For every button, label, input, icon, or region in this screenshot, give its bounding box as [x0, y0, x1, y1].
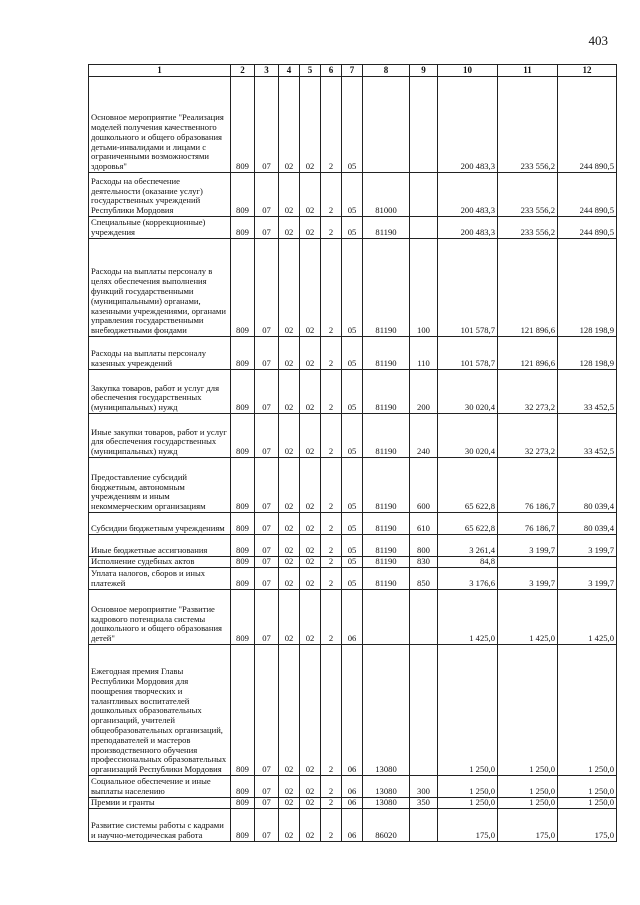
code-vr: 350	[410, 798, 438, 809]
amount-year-1: 1 250,0	[438, 645, 498, 776]
row-name: Исполнение судебных актов	[89, 557, 231, 568]
amount-year-2: 121 896,6	[498, 239, 558, 337]
amount-year-2: 32 273,2	[498, 370, 558, 414]
column-header: 4	[279, 65, 300, 77]
row-name: Основное мероприятие "Реализация моделей получения качественного дошкольного и общего образования детьми-инвалидами и лицами с ограниченными возможностями здоровья"	[89, 77, 231, 173]
row-name: Уплата налогов, сборов и иных платежей	[89, 568, 231, 590]
code-cs4: 13080	[363, 776, 410, 798]
code-cs1: 02	[300, 173, 321, 217]
code-cs1: 02	[300, 370, 321, 414]
row-name: Ежегодная премия Главы Республики Мордовия для поощрения творческих и талантливых воспитателей дошкольных образовательных организаций, учителей общеобразовательных организаций, преподавателей и мастеров производственного обучения профессиональных образовательных организаций Республики Мордовия	[89, 645, 231, 776]
code-cs2: 2	[321, 590, 342, 645]
code-cs4: 81190	[363, 458, 410, 513]
code-cs3: 06	[342, 645, 363, 776]
code-cs4	[363, 590, 410, 645]
code-cs2: 2	[321, 776, 342, 798]
table-row	[89, 776, 617, 798]
code-rz: 07	[255, 568, 279, 590]
code-gr: 809	[231, 239, 255, 337]
code-rz: 07	[255, 809, 279, 842]
amount-year-3: 244 890,5	[558, 217, 617, 239]
code-cs2: 2	[321, 370, 342, 414]
code-cs3: 06	[342, 809, 363, 842]
code-rz: 07	[255, 557, 279, 568]
row-name: Специальные (коррекционные) учреждения	[89, 217, 231, 239]
code-cs1: 02	[300, 458, 321, 513]
code-vr	[410, 77, 438, 173]
code-rz: 07	[255, 217, 279, 239]
code-vr	[410, 590, 438, 645]
amount-year-3: 244 890,5	[558, 77, 617, 173]
code-cs4: 81190	[363, 557, 410, 568]
amount-year-1: 3 261,4	[438, 535, 498, 557]
row-name: Основное мероприятие "Развитие кадрового потенциала системы дошкольного и общего образования детей"	[89, 590, 231, 645]
code-gr: 809	[231, 370, 255, 414]
code-gr: 809	[231, 173, 255, 217]
code-cs1: 02	[300, 776, 321, 798]
code-rz: 07	[255, 77, 279, 173]
code-pr: 02	[279, 568, 300, 590]
amount-year-3: 80 039,4	[558, 458, 617, 513]
code-cs2: 2	[321, 568, 342, 590]
row-name: Расходы на выплаты персоналу казенных учреждений	[89, 337, 231, 370]
code-pr: 02	[279, 590, 300, 645]
code-pr: 02	[279, 173, 300, 217]
code-gr: 809	[231, 458, 255, 513]
code-pr: 02	[279, 458, 300, 513]
code-vr	[410, 645, 438, 776]
code-cs3: 05	[342, 557, 363, 568]
code-cs4: 81190	[363, 370, 410, 414]
row-name: Субсидии бюджетным учреждениям	[89, 513, 231, 535]
amount-year-1: 30 020,4	[438, 370, 498, 414]
code-cs1: 02	[300, 798, 321, 809]
code-vr	[410, 217, 438, 239]
code-cs3: 05	[342, 513, 363, 535]
row-name: Расходы на выплаты персоналу в целях обеспечения выполнения функций государственными (муниципальными) органами, казенными учреждениями, органами управления государственными внебюджетными фондами	[89, 239, 231, 337]
code-cs4: 81190	[363, 535, 410, 557]
code-pr: 02	[279, 239, 300, 337]
table-row	[89, 77, 617, 173]
amount-year-2: 1 250,0	[498, 645, 558, 776]
table-row	[89, 458, 617, 513]
row-name: Иные бюджетные ассигнования	[89, 535, 231, 557]
code-cs3: 05	[342, 370, 363, 414]
column-header: 10	[438, 65, 498, 77]
row-name: Развитие системы работы с кадрами и научно-методическая работа	[89, 809, 231, 842]
code-rz: 07	[255, 535, 279, 557]
amount-year-1: 30 020,4	[438, 414, 498, 458]
code-cs2: 2	[321, 557, 342, 568]
code-vr: 830	[410, 557, 438, 568]
code-cs2: 2	[321, 645, 342, 776]
code-cs1: 02	[300, 809, 321, 842]
code-pr: 02	[279, 370, 300, 414]
table-row	[89, 217, 617, 239]
amount-year-2	[498, 557, 558, 568]
code-gr: 809	[231, 645, 255, 776]
amount-year-2: 1 425,0	[498, 590, 558, 645]
code-rz: 07	[255, 239, 279, 337]
table-row	[89, 173, 617, 217]
code-cs4: 81190	[363, 217, 410, 239]
code-cs4: 81190	[363, 414, 410, 458]
code-vr: 110	[410, 337, 438, 370]
amount-year-2: 3 199,7	[498, 535, 558, 557]
code-cs3: 05	[342, 414, 363, 458]
column-header: 2	[231, 65, 255, 77]
amount-year-3: 3 199,7	[558, 568, 617, 590]
code-vr	[410, 173, 438, 217]
code-cs1: 02	[300, 568, 321, 590]
amount-year-1: 1 250,0	[438, 776, 498, 798]
amount-year-3: 33 452,5	[558, 414, 617, 458]
column-header: 7	[342, 65, 363, 77]
amount-year-3: 244 890,5	[558, 173, 617, 217]
code-cs2: 2	[321, 239, 342, 337]
code-vr	[410, 809, 438, 842]
amount-year-3: 33 452,5	[558, 370, 617, 414]
code-gr: 809	[231, 337, 255, 370]
table-row	[89, 239, 617, 337]
code-vr: 850	[410, 568, 438, 590]
code-rz: 07	[255, 458, 279, 513]
code-pr: 02	[279, 809, 300, 842]
amount-year-1: 200 483,3	[438, 173, 498, 217]
amount-year-3: 1 425,0	[558, 590, 617, 645]
code-gr: 809	[231, 809, 255, 842]
code-cs2: 2	[321, 414, 342, 458]
code-pr: 02	[279, 77, 300, 173]
code-cs4: 86020	[363, 809, 410, 842]
code-vr: 600	[410, 458, 438, 513]
code-pr: 02	[279, 798, 300, 809]
amount-year-1: 101 578,7	[438, 337, 498, 370]
amount-year-3: 80 039,4	[558, 513, 617, 535]
amount-year-1: 200 483,3	[438, 217, 498, 239]
code-cs3: 05	[342, 217, 363, 239]
table-row	[89, 535, 617, 557]
code-cs3: 05	[342, 535, 363, 557]
table-row	[89, 337, 617, 370]
code-gr: 809	[231, 568, 255, 590]
code-vr: 800	[410, 535, 438, 557]
amount-year-1: 3 176,6	[438, 568, 498, 590]
amount-year-1: 1 250,0	[438, 798, 498, 809]
table-row	[89, 798, 617, 809]
code-gr: 809	[231, 590, 255, 645]
table-row	[89, 414, 617, 458]
code-pr: 02	[279, 535, 300, 557]
code-cs2: 2	[321, 513, 342, 535]
column-header: 12	[558, 65, 617, 77]
amount-year-2: 76 186,7	[498, 458, 558, 513]
code-cs3: 06	[342, 590, 363, 645]
code-rz: 07	[255, 337, 279, 370]
code-cs3: 05	[342, 458, 363, 513]
column-header: 6	[321, 65, 342, 77]
code-gr: 809	[231, 217, 255, 239]
amount-year-2: 76 186,7	[498, 513, 558, 535]
amount-year-3	[558, 557, 617, 568]
column-header: 1	[89, 65, 231, 77]
code-rz: 07	[255, 798, 279, 809]
code-rz: 07	[255, 590, 279, 645]
code-cs3: 05	[342, 239, 363, 337]
code-pr: 02	[279, 513, 300, 535]
amount-year-2: 121 896,6	[498, 337, 558, 370]
code-cs4: 81190	[363, 568, 410, 590]
column-header: 8	[363, 65, 410, 77]
code-rz: 07	[255, 370, 279, 414]
code-cs1: 02	[300, 414, 321, 458]
code-gr: 809	[231, 798, 255, 809]
code-rz: 07	[255, 414, 279, 458]
code-rz: 07	[255, 776, 279, 798]
amount-year-2: 1 250,0	[498, 776, 558, 798]
code-gr: 809	[231, 535, 255, 557]
amount-year-1: 101 578,7	[438, 239, 498, 337]
row-name: Социальное обеспечение и иные выплаты населению	[89, 776, 231, 798]
code-vr: 240	[410, 414, 438, 458]
amount-year-3: 128 198,9	[558, 239, 617, 337]
code-cs1: 02	[300, 239, 321, 337]
code-cs2: 2	[321, 535, 342, 557]
amount-year-2: 233 556,2	[498, 173, 558, 217]
amount-year-1: 200 483,3	[438, 77, 498, 173]
table-header-row	[89, 65, 617, 77]
code-cs2: 2	[321, 798, 342, 809]
code-pr: 02	[279, 776, 300, 798]
amount-year-2: 233 556,2	[498, 217, 558, 239]
code-pr: 02	[279, 337, 300, 370]
code-pr: 02	[279, 645, 300, 776]
code-rz: 07	[255, 173, 279, 217]
amount-year-3: 1 250,0	[558, 645, 617, 776]
code-vr: 610	[410, 513, 438, 535]
code-cs2: 2	[321, 77, 342, 173]
code-cs2: 2	[321, 809, 342, 842]
amount-year-2: 32 273,2	[498, 414, 558, 458]
code-pr: 02	[279, 217, 300, 239]
code-cs2: 2	[321, 337, 342, 370]
code-cs1: 02	[300, 337, 321, 370]
table-row	[89, 513, 617, 535]
code-cs4: 81190	[363, 337, 410, 370]
amount-year-3: 175,0	[558, 809, 617, 842]
row-name: Премии и гранты	[89, 798, 231, 809]
page-number: 403	[588, 33, 608, 48]
code-cs1: 02	[300, 590, 321, 645]
code-cs2: 2	[321, 458, 342, 513]
row-name: Предоставление субсидий бюджетным, автономным учреждениям и иным некоммерческим организациям	[89, 458, 231, 513]
code-cs2: 2	[321, 173, 342, 217]
amount-year-2: 1 250,0	[498, 798, 558, 809]
table-row	[89, 590, 617, 645]
code-gr: 809	[231, 513, 255, 535]
table-row	[89, 645, 617, 776]
code-cs4: 81190	[363, 239, 410, 337]
code-cs4: 13080	[363, 645, 410, 776]
code-cs4: 81000	[363, 173, 410, 217]
code-cs1: 02	[300, 535, 321, 557]
code-cs3: 05	[342, 337, 363, 370]
amount-year-3: 1 250,0	[558, 798, 617, 809]
amount-year-2: 3 199,7	[498, 568, 558, 590]
code-vr: 300	[410, 776, 438, 798]
table-row	[89, 557, 617, 568]
budget-table	[88, 64, 617, 842]
code-cs1: 02	[300, 557, 321, 568]
code-vr: 100	[410, 239, 438, 337]
row-name: Расходы на обеспечение деятельности (оказание услуг) государственных учреждений Республики Мордовия	[89, 173, 231, 217]
code-cs1: 02	[300, 645, 321, 776]
code-cs3: 06	[342, 776, 363, 798]
code-gr: 809	[231, 77, 255, 173]
code-cs1: 02	[300, 513, 321, 535]
code-gr: 809	[231, 776, 255, 798]
column-header: 5	[300, 65, 321, 77]
row-name: Закупка товаров, работ и услуг для обеспечения государственных (муниципальных) нужд	[89, 370, 231, 414]
code-gr: 809	[231, 414, 255, 458]
code-pr: 02	[279, 557, 300, 568]
column-header: 11	[498, 65, 558, 77]
code-gr: 809	[231, 557, 255, 568]
code-rz: 07	[255, 645, 279, 776]
code-pr: 02	[279, 414, 300, 458]
code-cs3: 05	[342, 568, 363, 590]
amount-year-1: 1 425,0	[438, 590, 498, 645]
code-cs1: 02	[300, 217, 321, 239]
code-vr: 200	[410, 370, 438, 414]
amount-year-1: 65 622,8	[438, 513, 498, 535]
amount-year-3: 3 199,7	[558, 535, 617, 557]
code-cs3: 05	[342, 173, 363, 217]
amount-year-1: 84,8	[438, 557, 498, 568]
table-row	[89, 809, 617, 842]
column-header: 9	[410, 65, 438, 77]
code-cs4: 13080	[363, 798, 410, 809]
amount-year-3: 128 198,9	[558, 337, 617, 370]
table-row	[89, 568, 617, 590]
amount-year-2: 175,0	[498, 809, 558, 842]
code-cs2: 2	[321, 217, 342, 239]
column-header: 3	[255, 65, 279, 77]
table-row	[89, 370, 617, 414]
code-rz: 07	[255, 513, 279, 535]
code-cs1: 02	[300, 77, 321, 173]
code-cs3: 06	[342, 798, 363, 809]
amount-year-3: 1 250,0	[558, 776, 617, 798]
amount-year-1: 175,0	[438, 809, 498, 842]
amount-year-1: 65 622,8	[438, 458, 498, 513]
code-cs3: 05	[342, 77, 363, 173]
row-name: Иные закупки товаров, работ и услуг для обеспечения государственных (муниципальных) нужд	[89, 414, 231, 458]
code-cs4	[363, 77, 410, 173]
amount-year-2: 233 556,2	[498, 77, 558, 173]
code-cs4: 81190	[363, 513, 410, 535]
